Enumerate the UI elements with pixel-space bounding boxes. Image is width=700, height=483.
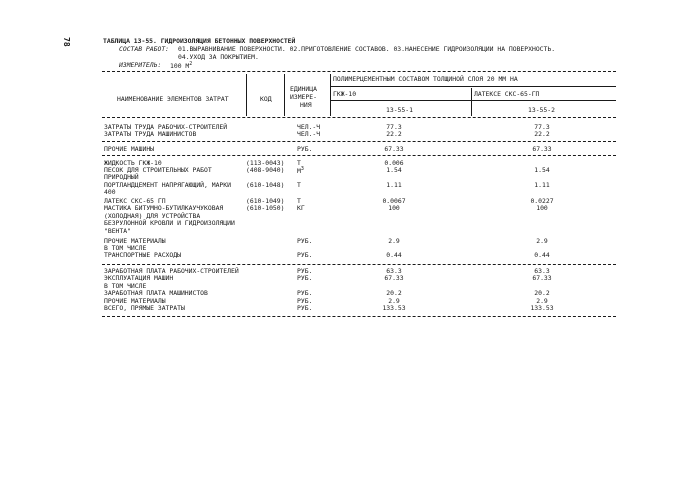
row-value-gkzh10: 77.3 xyxy=(386,123,402,131)
row-name: ПОРТЛАНДЦЕМЕНТ НАПРЯГАЮЩИЙ, МАРКИ xyxy=(104,181,231,189)
row-unit: Т xyxy=(297,197,301,205)
row-value-latex: 133.53 xyxy=(530,304,554,312)
row-value-latex: 20.2 xyxy=(534,289,550,297)
row-value-gkzh10: 2.9 xyxy=(388,297,400,305)
row-name: ЗАТРАТЫ ТРУДА РАБОЧИХ-СТРОИТЕЛЕЙ xyxy=(104,123,228,131)
row-value-latex: 100 xyxy=(536,204,548,212)
row-value-gkzh10: 133.53 xyxy=(382,304,406,312)
subheader-rule xyxy=(330,100,616,101)
col-header-name: НАИМЕНОВАНИЕ ЭЛЕМЕНТОВ ЗАТРАТ xyxy=(117,95,229,103)
col-header-sub-1: ГКЖ-10 xyxy=(333,90,357,98)
section-rule-2 xyxy=(102,155,616,156)
row-value-gkzh10: 1.54 xyxy=(386,166,402,174)
row-value-latex: 67.33 xyxy=(532,145,552,153)
row-value-latex: 0.0227 xyxy=(530,197,554,205)
col-header-code-1: 13-55-1 xyxy=(386,106,413,114)
col-header-sub-2: ЛАТЕКСЕ СКС-65-ГП xyxy=(474,90,540,98)
table-bottom-rule xyxy=(102,316,616,317)
col-header-code-2: 13-55-2 xyxy=(528,106,555,114)
table-title: ТАБЛИЦА 13-55. ГИДРОИЗОЛЯЦИЯ БЕТОННЫХ ПОВЕРХНОСТЕЙ xyxy=(103,37,296,45)
row-value-gkzh10: 0.006 xyxy=(384,159,404,167)
row-name: ЗАРАБОТНАЯ ПЛАТА МАШИНИСТОВ xyxy=(104,289,208,297)
work-composition-label: СОСТАВ РАБОТ: xyxy=(119,45,170,53)
header-bottom-rule xyxy=(102,117,616,118)
row-value-gkzh10: 20.2 xyxy=(386,289,402,297)
row-name: БЕЗРУЛОННОЙ КРОВЛИ И ГИДРОИЗОЛЯЦИИ xyxy=(104,219,235,227)
row-unit: $М^3$ xyxy=(297,166,304,176)
row-name: "ВЕНТА" xyxy=(104,227,131,235)
row-value-latex: 0.44 xyxy=(534,251,550,259)
row-value-latex: 2.9 xyxy=(536,297,548,305)
measure-value: 100 $М^2$ xyxy=(170,61,193,71)
row-code: (610-1050) xyxy=(246,204,285,212)
row-value-gkzh10: 67.33 xyxy=(384,145,404,153)
row-name: ЗАРАБОТНАЯ ПЛАТА РАБОЧИХ-СТРОИТЕЛЕЙ xyxy=(104,267,239,275)
row-value-latex: 63.3 xyxy=(534,267,550,275)
row-unit: КГ xyxy=(297,204,305,212)
table-top-rule xyxy=(102,71,616,72)
measure-label: ИЗМЕРИТЕЛЬ: xyxy=(119,61,162,69)
row-name: ТРАНСПОРТНЫЕ РАСХОДЫ xyxy=(104,251,181,259)
row-code: (408-9040) xyxy=(246,166,285,174)
row-value-gkzh10: 1.11 xyxy=(386,181,402,189)
group-header-rule xyxy=(330,86,616,87)
row-unit: РУБ. xyxy=(297,304,313,312)
page-number: 78 xyxy=(62,37,71,47)
row-unit: ЧЕЛ.-Ч xyxy=(297,130,321,138)
row-unit: РУБ. xyxy=(297,237,313,245)
row-value-gkzh10: 63.3 xyxy=(386,267,402,275)
row-name: В ТОМ ЧИСЛЕ xyxy=(104,282,147,290)
row-name: ПРОЧИЕ МАТЕРИАЛЫ xyxy=(104,237,166,245)
row-value-gkzh10: 0.44 xyxy=(386,251,402,259)
row-value-gkzh10: 100 xyxy=(388,204,400,212)
col-header-unit-1: ЕДИНИЦА xyxy=(290,85,317,93)
col-header-unit-3: НИЯ xyxy=(300,101,312,109)
col-divider-unit xyxy=(284,74,285,116)
row-value-latex: 67.33 xyxy=(532,274,552,282)
row-unit: РУБ. xyxy=(297,289,313,297)
col-divider-sub xyxy=(471,88,472,116)
row-unit: ЧЕЛ.-Ч xyxy=(297,123,321,131)
col-divider-code xyxy=(246,74,247,116)
row-name: ПРИРОДНЫЙ xyxy=(104,173,139,181)
row-value-gkzh10: 2.9 xyxy=(388,237,400,245)
col-header-unit-2: ИЗМЕРЕ- xyxy=(290,93,317,101)
row-code: (610-1048) xyxy=(246,181,285,189)
row-name: (ХОЛОДНАЯ) ДЛЯ УСТРОЙСТВА xyxy=(104,212,201,220)
row-value-latex: 1.11 xyxy=(534,181,550,189)
row-name: ПРОЧИЕ МАШИНЫ xyxy=(104,145,155,153)
row-unit: РУБ. xyxy=(297,274,313,282)
row-name: ЖИДКОСТЬ ГКЖ-10 xyxy=(104,159,162,167)
row-value-gkzh10: 22.2 xyxy=(386,130,402,138)
row-name: ВСЕГО, ПРЯМЫЕ ЗАТРАТЫ xyxy=(104,304,185,312)
row-unit: РУБ. xyxy=(297,297,313,305)
row-name: ПРОЧИЕ МАТЕРИАЛЫ xyxy=(104,297,166,305)
row-unit: РУБ. xyxy=(297,145,313,153)
work-composition-line2: 04.УХОД ЗА ПОКРЫТИЕМ. xyxy=(178,53,259,61)
col-header-group: ПОЛИМЕРЦЕМЕНТНЫМ СОСТАВОМ ТОЛЩИНОЙ СЛОЯ 20 ММ НА xyxy=(333,75,518,83)
row-value-latex: 22.2 xyxy=(534,130,550,138)
row-name: ЛАТЕКС СКС-65 ГП xyxy=(104,197,166,205)
col-divider-values xyxy=(330,74,331,116)
row-name: В ТОМ ЧИСЛЕ xyxy=(104,244,147,252)
row-value-latex: 77.3 xyxy=(534,123,550,131)
row-unit: РУБ. xyxy=(297,251,313,259)
row-unit: Т xyxy=(297,159,301,167)
row-name: 400 xyxy=(104,188,116,196)
row-name: ЭКСПЛУАТАЦИЯ МАШИН xyxy=(104,274,174,282)
row-unit-superscript: 3 xyxy=(300,166,304,172)
col-header-code: КОД xyxy=(260,95,272,103)
section-rule-1 xyxy=(102,141,616,142)
row-name: ПЕСОК ДЛЯ СТРОИТЕЛЬНЫХ РАБОТ xyxy=(104,166,212,174)
row-code: (113-0043) xyxy=(246,159,285,167)
row-value-gkzh10: 0.0067 xyxy=(382,197,406,205)
row-unit: РУБ. xyxy=(297,267,313,275)
row-name: МАСТИКА БИТУМНО-БУТИЛКАУЧУКОВАЯ xyxy=(104,204,224,212)
work-composition-line1: 01.ВЫРАВНИВАНИЕ ПОВЕРХНОСТИ. 02.ПРИГОТОВЛЕНИЕ СОСТАВОВ. 03.НАНЕСЕНИЕ ГИДРОИЗОЛЯЦИИ НА ПОВЕРХНОСТЬ. xyxy=(178,45,556,53)
row-value-gkzh10: 67.33 xyxy=(384,274,404,282)
section-rule-3 xyxy=(102,264,616,265)
row-value-latex: 2.9 xyxy=(536,237,548,245)
row-name: ЗАТРАТЫ ТРУДА МАШИНИСТОВ xyxy=(104,130,197,138)
row-value-latex: 1.54 xyxy=(534,166,550,174)
row-code: (610-1049) xyxy=(246,197,285,205)
row-unit: Т xyxy=(297,181,301,189)
